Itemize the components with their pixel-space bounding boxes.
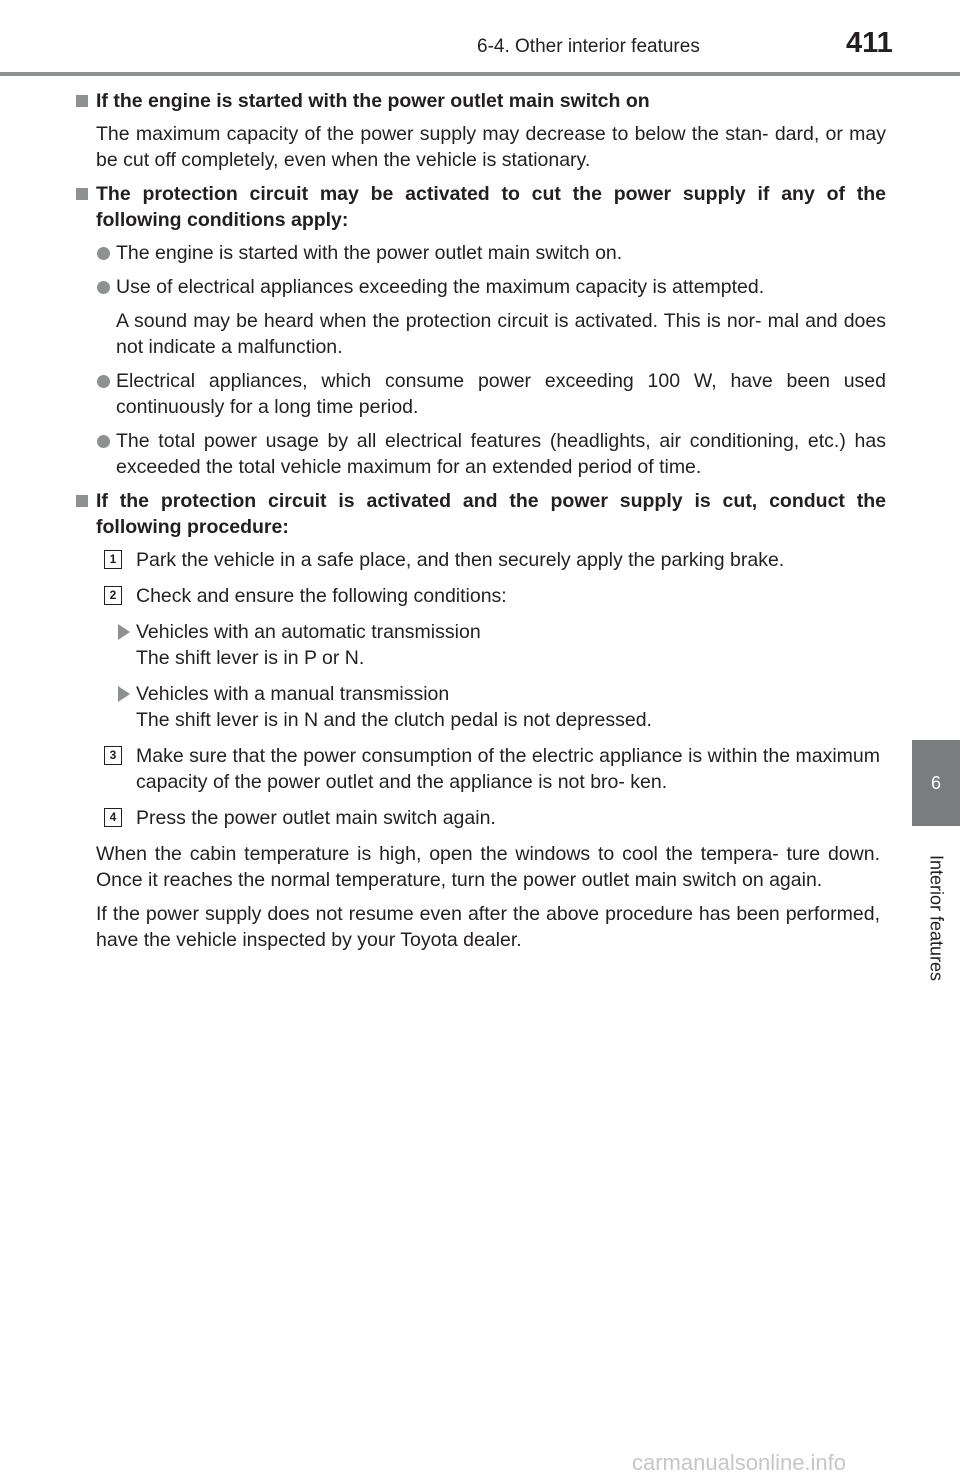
square-bullet-icon: [76, 95, 88, 107]
chapter-number: 6: [930, 773, 941, 793]
running-header-section: 6-4. Other interior features: [477, 36, 700, 57]
step-text: Make sure that the power consumption of the electric appliance is within the maximum capacity of the power outlet and the appliance is not bro- ken.: [136, 745, 880, 793]
condition-item: [76, 619, 886, 671]
step-text: Check and ensure the following conditions:: [136, 585, 507, 607]
condition-title: Vehicles with a manual transmission: [136, 683, 450, 705]
section-heading-text: If the protection circuit is activated and the power supply is cut, conduct the following procedure:: [96, 490, 886, 538]
section-heading: [76, 88, 886, 114]
step-text: Press the power outlet main switch again.: [136, 807, 496, 829]
chapter-tab: [912, 740, 960, 826]
header-divider: [0, 72, 960, 76]
chapter-title-wrap: [912, 826, 960, 1010]
condition-title: Vehicles with an automatic transmission: [136, 621, 481, 643]
section-heading: [76, 181, 886, 233]
circle-bullet-icon: [97, 375, 110, 388]
list-item-text: The total power usage by all electrical features (headlights, air conditioning, etc.) has exceeded the total vehicle maximum for an extended period of time.: [116, 430, 886, 478]
circle-bullet-icon: [97, 281, 110, 294]
note-text: A sound may be heard when the protection circuit is activated. This is nor- mal and does not indicate a malfunction.: [116, 310, 886, 358]
procedure-step: [76, 583, 886, 609]
chapter-title: Interior features: [926, 854, 947, 982]
step-number-badge: 4: [104, 808, 122, 827]
page-content: [76, 88, 886, 961]
section-heading-text: If the engine is started with the power outlet main switch on: [96, 90, 650, 112]
procedure-step: [76, 743, 886, 795]
procedure-step: [76, 805, 886, 831]
list-item-text: The engine is started with the power outlet main switch on.: [116, 242, 623, 264]
page-number: 411: [846, 27, 893, 59]
list-item: [76, 428, 886, 480]
triangle-bullet-icon: [118, 686, 130, 702]
list-item: [76, 240, 886, 266]
step-number-badge: 3: [104, 746, 122, 765]
watermark: carmanualsonline.info: [632, 1450, 847, 1475]
list-item-text: Electrical appliances, which consume power exceeding 100 W, have been used continuously for a long time period.: [116, 370, 886, 418]
step-number-badge: 1: [104, 550, 122, 569]
list-item: [76, 274, 886, 300]
paragraph: The maximum capacity of the power supply may decrease to below the stan- dard, or may be cut off completely, even when the vehicle is stationary.: [96, 123, 886, 171]
list-item: [76, 368, 886, 420]
procedure-step: [76, 547, 886, 573]
step-number-badge: 2: [104, 586, 122, 605]
square-bullet-icon: [76, 188, 88, 200]
list-item-text: Use of electrical appliances exceeding the maximum capacity is attempted.: [116, 276, 765, 298]
section-heading: [76, 488, 886, 540]
paragraph: When the cabin temperature is high, open the windows to cool the tempera- ture down. Once it reaches the normal temperature, turn the power outlet main switch on again.: [96, 843, 880, 891]
section-heading-text: The protection circuit may be activated to cut the power supply if any of the following conditions apply:: [96, 183, 886, 231]
triangle-bullet-icon: [118, 624, 130, 640]
paragraph: If the power supply does not resume even after the above procedure has been performed, have the vehicle inspected by your Toyota dealer.: [96, 903, 880, 951]
square-bullet-icon: [76, 495, 88, 507]
step-text: Park the vehicle in a safe place, and then securely apply the parking brake.: [136, 549, 785, 571]
condition-text: The shift lever is in N and the clutch pedal is not depressed.: [136, 709, 652, 731]
condition-text: The shift lever is in P or N.: [136, 647, 365, 669]
circle-bullet-icon: [97, 247, 110, 260]
condition-item: [76, 681, 886, 733]
circle-bullet-icon: [97, 435, 110, 448]
